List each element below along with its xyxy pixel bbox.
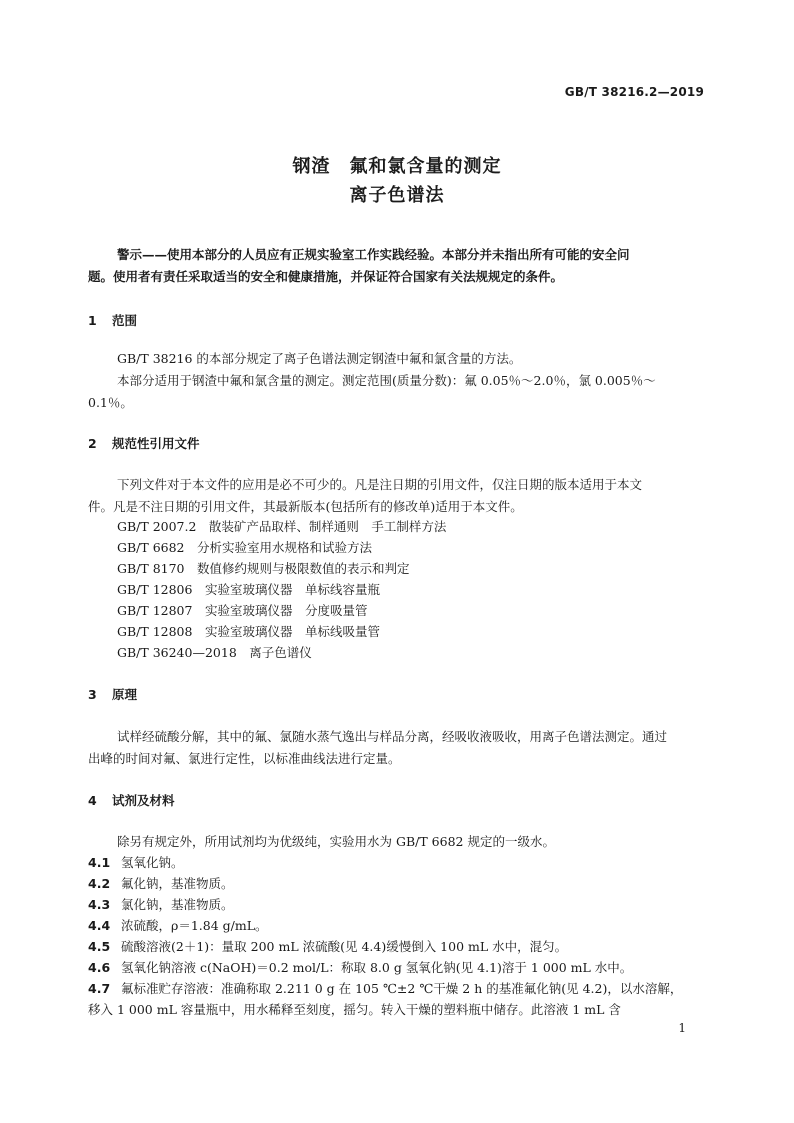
- reference-item: GB/T 12808 实验室玻璃仪器 单标线吸量管: [117, 624, 380, 639]
- list-item: 4.1 氢氧化钠。: [88, 855, 184, 870]
- paragraph-line: GB/T 38216 的本部分规定了离子色谱法测定钢渣中氟和氯含量的方法。: [117, 351, 522, 366]
- list-item: 4.3 氯化钠，基准物质。: [88, 897, 234, 912]
- warning-line-1: 警示——使用本部分的人员应有正规实验室工作实践经验。本部分并未指出所有可能的安全问: [117, 247, 630, 262]
- section-3-heading: [88, 685, 137, 705]
- warning-line-2: 题。使用者有责任采取适当的安全和健康措施，并保证符合国家有关法规规定的条件。: [88, 269, 564, 284]
- reference-item: GB/T 8170 数值修约规则与极限数值的表示和判定: [117, 561, 410, 576]
- paragraph-line: 0.1％。: [88, 395, 133, 410]
- paragraph-line: 本部分适用于钢渣中氟和氯含量的测定。测定范围(质量分数)：氟 0.05％～2.0％，氯 0.005％～: [117, 373, 656, 388]
- section-2-heading: [88, 434, 200, 454]
- document-title: 钢渣 氟和氯含量的测定: [292, 156, 502, 177]
- reference-item: GB/T 12806 实验室玻璃仪器 单标线容量瓶: [117, 582, 380, 597]
- section-number: 3: [88, 687, 97, 702]
- section-number: 4: [88, 793, 97, 808]
- paragraph-line: 下列文件对于本文件的应用是必不可少的。凡是注日期的引用文件，仅注日期的版本适用于本文: [117, 477, 643, 492]
- paragraph-line: 移入 1 000 mL 容量瓶中，用水稀释至刻度，摇匀。转入干燥的塑料瓶中储存。此溶液 1 mL 含: [88, 1002, 621, 1017]
- reference-item: GB/T 36240—2018 离子色谱仪: [117, 645, 312, 660]
- paragraph-line: 件。凡是不注日期的引用文件，其最新版本(包括所有的修改单)适用于本文件。: [88, 499, 523, 514]
- paragraph-line: 出峰的时间对氟、氯进行定性，以标准曲线法进行定量。: [88, 751, 401, 766]
- paragraph-line: 试样经硫酸分解，其中的氟、氯随水蒸气逸出与样品分离，经吸收液吸收，用离子色谱法测定。通过: [117, 729, 668, 744]
- section-title: 试剂及材料: [112, 793, 175, 808]
- section-title: 范围: [112, 313, 138, 328]
- list-item: 4.4 浓硫酸，ρ＝1.84 g/mL。: [88, 918, 268, 933]
- list-item: 4.6 氢氧化钠溶液 c(NaOH)＝0.2 mol/L：称取 8.0 g 氢氧化钠(见 4.1)溶于 1 000 mL 水中。: [88, 960, 633, 975]
- document-subtitle: 离子色谱法: [349, 185, 445, 206]
- list-item: 4.7 氟标准贮存溶液：准确称取 2.211 0 g 在 105 ℃±2 ℃干燥 2 h 的基准氟化钠(见 4.2)，以水溶解，: [88, 981, 683, 996]
- standard-number: GB/T 38216.2—2019: [564, 85, 704, 99]
- reference-item: GB/T 6682 分析实验室用水规格和试验方法: [117, 540, 373, 555]
- list-item: 4.2 氟化钠，基准物质。: [88, 876, 234, 891]
- section-4-heading: [88, 791, 175, 811]
- paragraph-line: 除另有规定外，所用试剂均为优级纯，实验用水为 GB/T 6682 规定的一级水。: [117, 834, 555, 849]
- section-title: 原理: [112, 687, 138, 702]
- list-item: 4.5 硫酸溶液(2＋1)：量取 200 mL 浓硫酸(见 4.4)缓慢倒入 100 mL 水中，混匀。: [88, 939, 568, 954]
- reference-item: GB/T 2007.2 散装矿产品取样、制样通则 手工制样方法: [117, 519, 447, 534]
- section-title: 规范性引用文件: [112, 436, 200, 451]
- section-1-heading: [88, 311, 137, 331]
- section-number: 1: [88, 313, 97, 328]
- page-number: 1: [678, 1021, 686, 1035]
- section-number: 2: [88, 436, 97, 451]
- reference-item: GB/T 12807 实验室玻璃仪器 分度吸量管: [117, 603, 368, 618]
